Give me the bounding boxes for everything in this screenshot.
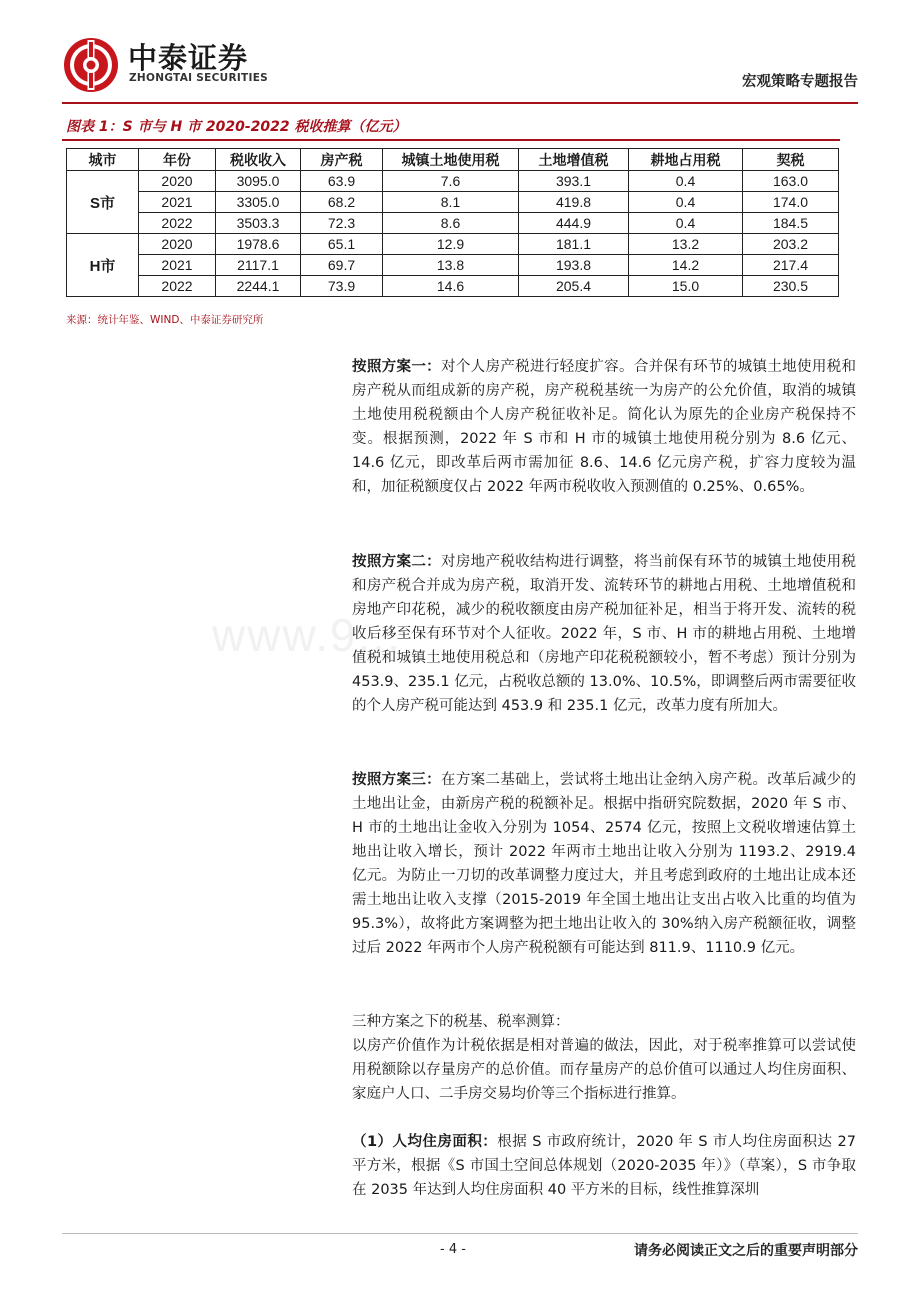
paragraph-lead: （1）人均住房面积： (352, 1134, 498, 1150)
paragraph-heading: 三种方案之下的税基、税率测算： (352, 1014, 570, 1030)
logo-emblem-icon (62, 36, 120, 94)
report-type-label: 宏观策略专题报告 (742, 74, 858, 90)
table-cell: 69.7 (301, 255, 383, 276)
table-row (67, 213, 839, 234)
paragraph-text: 以房产价值作为计税依据是相对普遍的做法，因此，对于税率推算可以尝试使用税额除以存量房产的总价值。而存量房产的总价值可以通过人均住房面积、家庭户人口、二手房交易均价等三个指标进行推算。 (352, 1038, 856, 1102)
paragraph-text: 对房地产税收结构进行调整，将当前保有环节的城镇土地使用税和房产税合并成为房产税，取消开发、流转环节的耕地占用税、土地增值税和房地产印花税，减少的税收额度由房产税加征补足，相当于将开发、流转的税收后移至保有环节对个人征收。2022 年，S 市、H 市的耕地占用税、土地增值税和城镇土地使用税总和（房地产印花税税额较小，暂不考虑）预计分别为 453.9、235.1 亿元，占税收总额的 13.0%、10.5%，即调整后两市需要征收的个人房产税可能达到 453.9 和 235.1 亿元，改革力度有所加大。 (352, 554, 856, 714)
table-cell: 7.6 (383, 171, 519, 192)
table-cell: 2022 (139, 213, 216, 234)
table-cell: 2020 (139, 171, 216, 192)
table-cell: 2021 (139, 192, 216, 213)
table-cell: 63.9 (301, 171, 383, 192)
table-cell: 72.3 (301, 213, 383, 234)
table-cell: 3503.3 (216, 213, 301, 234)
table-cell: 184.5 (743, 213, 839, 234)
column-header: 城镇土地使用税 (383, 149, 519, 171)
table-cell: 163.0 (743, 171, 839, 192)
figure-title: 图表 1：S 市与 H 市 2020-2022 税收推算（亿元） (66, 119, 407, 135)
city-cell: S市 (67, 171, 139, 234)
table-cell: 3095.0 (216, 171, 301, 192)
table-cell: 419.8 (519, 192, 629, 213)
table-cell: 181.1 (519, 234, 629, 255)
logo-chinese-name: 中泰证券 (128, 41, 249, 75)
table-cell: 193.8 (519, 255, 629, 276)
table-cell: 393.1 (519, 171, 629, 192)
paragraph-text: 在方案二基础上，尝试将土地出让金纳入房产税。改革后减少的土地出让金，由新房产税的税额补足。根据中指研究院数据，2020 年 S 市、H 市的土地出让金收入分别为 1054、2574 亿元，按照上文税收增速估算土地出让收入增长，预计 2022 年两市土地出让收入分别为 1193.2、2919.4 亿元。为防止一刀切的改革调整力度过大，并且考虑到政府的土地出让成本还需土地出让收入支撑（2015-2019 年全国土地出让支出占收入比重的均值为 95.3%），故将此方案调整为把土地出让收入的 30%纳入房产税额征收，调整过后 2022 年两市个人房产税税额有可能达到 811.9、1110.9 亿元。 (352, 772, 856, 956)
column-header: 城市 (67, 149, 139, 171)
figure-source: 来源：统计年鉴、WIND、中泰证券研究所 (66, 314, 264, 326)
table-cell: 205.4 (519, 276, 629, 297)
city-cell: H市 (67, 234, 139, 297)
logo-english-name: ZHONGTAI SECURITIES (129, 72, 269, 84)
table-cell: 444.9 (519, 213, 629, 234)
paragraph-plan-one (352, 355, 856, 499)
footer-divider (62, 1233, 858, 1234)
table-cell: 2020 (139, 234, 216, 255)
column-header: 土地增值税 (519, 149, 629, 171)
paragraph-lead: 按照方案一： (352, 359, 441, 375)
column-header: 契税 (743, 149, 839, 171)
company-logo (62, 34, 292, 94)
column-header: 耕地占用税 (629, 149, 743, 171)
table-cell: 2021 (139, 255, 216, 276)
paragraph-tax-base (352, 1010, 856, 1106)
paragraph-plan-three (352, 768, 856, 960)
table-row (67, 234, 839, 255)
tax-table (66, 148, 839, 297)
table-cell: 13.2 (629, 234, 743, 255)
table-cell: 14.2 (629, 255, 743, 276)
table-cell: 0.4 (629, 192, 743, 213)
table-cell: 2022 (139, 276, 216, 297)
paragraph-lead: 按照方案三： (352, 772, 441, 788)
table-cell: 174.0 (743, 192, 839, 213)
paragraph-housing-area (352, 1130, 856, 1202)
table-cell: 13.8 (383, 255, 519, 276)
table-cell: 14.6 (383, 276, 519, 297)
table-row (67, 276, 839, 297)
table-cell: 65.1 (301, 234, 383, 255)
table-cell: 3305.0 (216, 192, 301, 213)
page-header (62, 34, 858, 98)
table-cell: 15.0 (629, 276, 743, 297)
column-header: 房产税 (301, 149, 383, 171)
table-cell: 8.1 (383, 192, 519, 213)
table-cell: 73.9 (301, 276, 383, 297)
column-header: 年份 (139, 149, 216, 171)
table-cell: 217.4 (743, 255, 839, 276)
table-row (67, 171, 839, 192)
table-header-row (67, 149, 839, 171)
table-cell: 1978.6 (216, 234, 301, 255)
table-cell: 2244.1 (216, 276, 301, 297)
paragraph-text: 对个人房产税进行轻度扩容。合并保有环节的城镇土地使用税和房产税从而组成新的房产税，房产税税基统一为房产的公允价值，取消的城镇土地使用税税额由个人房产税征收补足。简化认为原先的企业房产税保持不变。根据预测，2022 年 S 市和 H 市的城镇土地使用税分别为 8.6 亿元、14.6 亿元，即改革后两市需加征 8.6、14.6 亿元房产税，扩容力度较为温和，加征税额度仅占 2022 年两市税收收入预测值的 0.25%、0.65%。 (352, 359, 856, 495)
table-cell: 203.2 (743, 234, 839, 255)
table-cell: 12.9 (383, 234, 519, 255)
table-cell: 0.4 (629, 171, 743, 192)
table-row (67, 255, 839, 276)
paragraph-plan-two (352, 550, 856, 718)
table-cell: 0.4 (629, 213, 743, 234)
table-cell: 68.2 (301, 192, 383, 213)
header-divider (62, 102, 858, 104)
page-number: - 4 - (440, 1242, 466, 1257)
figure-divider (62, 139, 840, 141)
table-cell: 8.6 (383, 213, 519, 234)
table-row (67, 192, 839, 213)
disclaimer-note: 请务必阅读正文之后的重要声明部分 (634, 1243, 858, 1259)
table-cell: 2117.1 (216, 255, 301, 276)
column-header: 税收收入 (216, 149, 301, 171)
table-cell: 230.5 (743, 276, 839, 297)
paragraph-lead: 按照方案二： (352, 554, 441, 570)
watermark: www.9... (212, 609, 402, 661)
paragraph-text: 根据 S 市政府统计，2020 年 S 市人均住房面积达 27 平方米，根据《S 市国土空间总体规划（2020-2035 年）》（草案），S 市争取在 2035 年达到人均住房面积 40 平方米的目标，线性推算深圳 (352, 1134, 856, 1198)
